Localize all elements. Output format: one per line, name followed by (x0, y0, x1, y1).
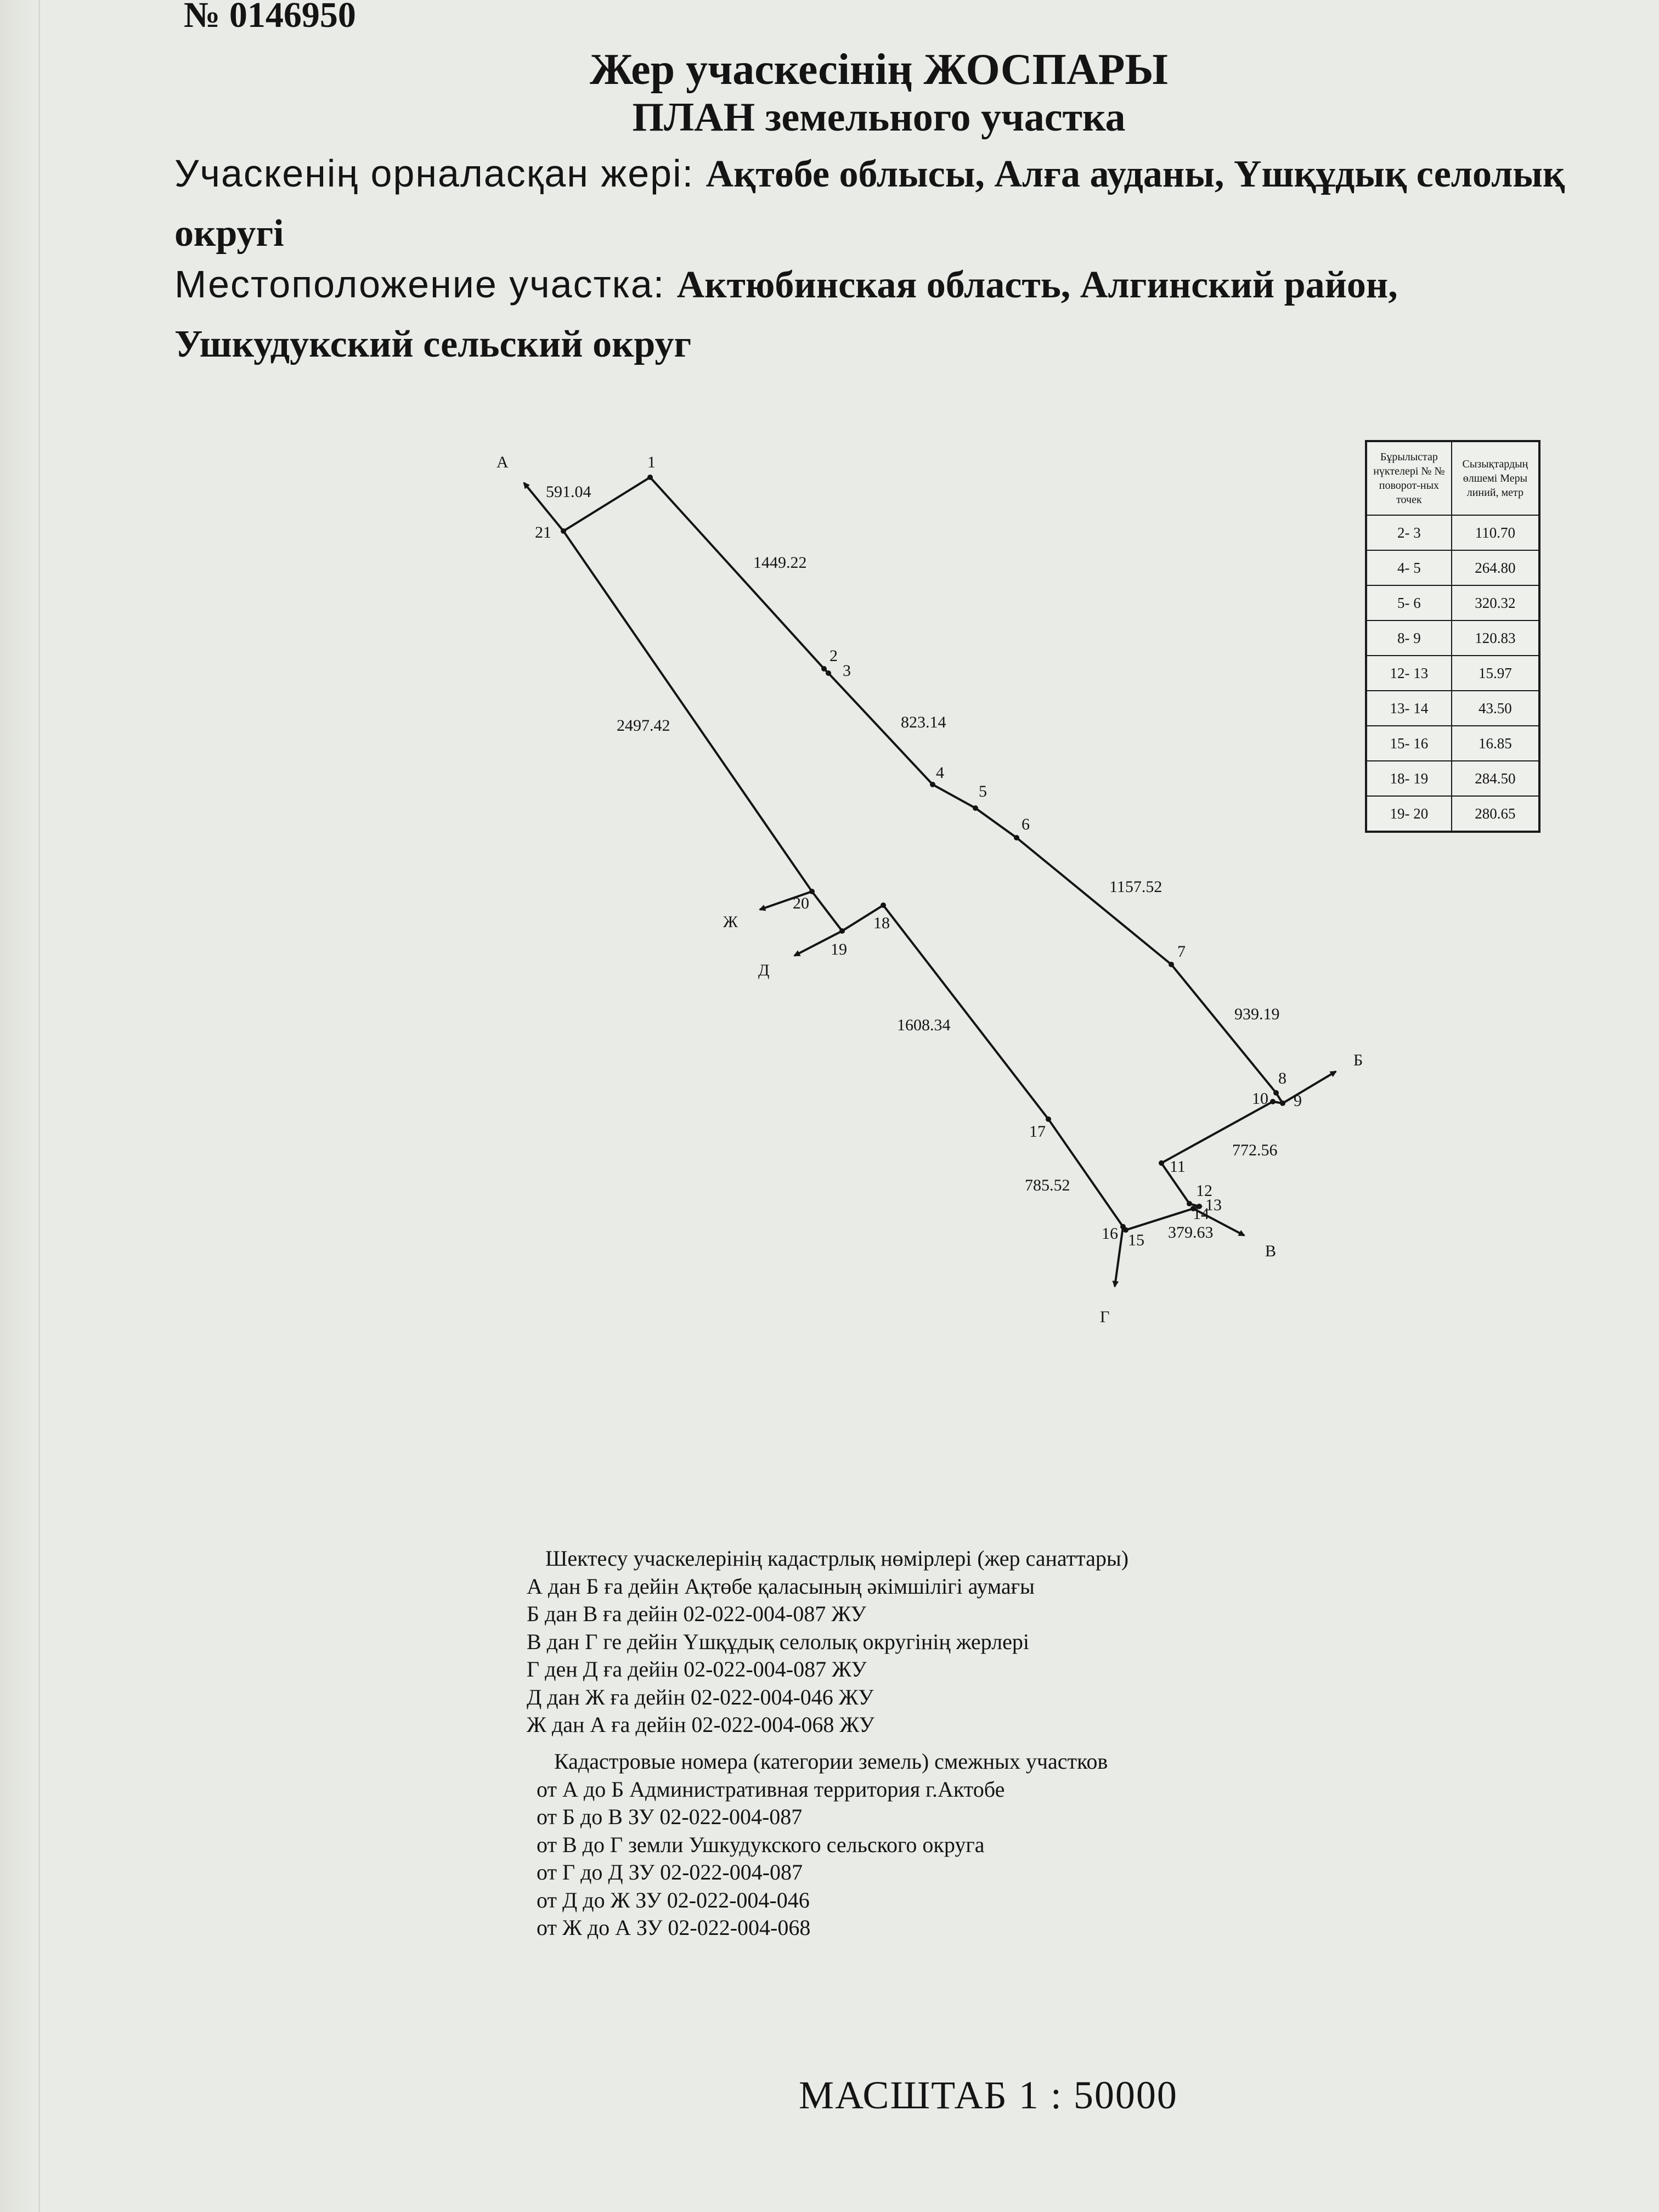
measure-segment: 12- 13 (1366, 656, 1452, 691)
neighbor-line: от А до Б Административная территория г.Актобе (537, 1776, 1005, 1802)
side-length-label: 1157.52 (1109, 878, 1163, 896)
measure-length: 280.65 (1452, 796, 1539, 832)
line-measures-table (1365, 440, 1541, 833)
neighbors-kazakh-heading: Шектесу учаскелерінің кадастрлық нөмірлері (жер санаттары) (545, 1546, 1129, 1571)
measure-row (1366, 585, 1539, 620)
side-length-label: 823.14 (901, 713, 946, 731)
measure-row (1366, 761, 1539, 796)
neighbors-kazakh (527, 1545, 1128, 1739)
point-label: 19 (831, 940, 847, 958)
measure-segment: 2- 3 (1366, 515, 1452, 550)
measure-row (1366, 691, 1539, 726)
point-label: 17 (1029, 1122, 1046, 1141)
neighbor-line: Б дан В ға дейін 02-022-004-087 ЖУ (527, 1601, 866, 1626)
point-label: 3 (843, 662, 851, 680)
location-kazakh-value: Ақтөбе облысы, Алға ауданы, Үшқұдық селолық округі (174, 153, 1565, 255)
neighbor-line: от Г до Д ЗУ 02-022-004-087 (537, 1860, 803, 1884)
direction-letter: Б (1353, 1051, 1363, 1069)
neighbor-line: от Д до Ж ЗУ 02-022-004-046 (537, 1887, 810, 1912)
table-header-lengths: Сызықтардың өлшемі Меры линий, метр (1452, 441, 1539, 515)
turning-point (826, 670, 831, 676)
measure-length: 120.83 (1452, 620, 1539, 656)
side-length-label: 772.56 (1232, 1141, 1278, 1159)
title-kazakh: Жер учаскесінің ЖОСПАРЫ (590, 46, 1168, 94)
side-length-label: 379.63 (1168, 1223, 1214, 1242)
point-labels (535, 453, 1302, 1249)
table-header-points: Бұрылыстар нүктелері № № поворот-ных точек (1366, 441, 1452, 515)
neighbor-line: Г ден Д ға дейін 02-022-004-087 ЖУ (527, 1657, 867, 1681)
point-label: 12 (1196, 1182, 1212, 1200)
measure-row (1366, 656, 1539, 691)
turning-point (930, 782, 935, 787)
measure-row (1366, 515, 1539, 550)
point-label: 15 (1128, 1231, 1144, 1249)
point-label: 4 (936, 764, 944, 782)
measure-length: 16.85 (1452, 726, 1539, 761)
turning-point (881, 902, 886, 908)
document-number: № 0146950 (184, 0, 356, 35)
measure-segment: 4- 5 (1366, 550, 1452, 585)
scale-label: МАСШТАБ 1 : 50000 (799, 2073, 1178, 2117)
turning-point (1273, 1090, 1279, 1096)
measure-row (1366, 726, 1539, 761)
turning-point (973, 805, 978, 811)
turning-point (1046, 1116, 1051, 1122)
measure-segment: 19- 20 (1366, 796, 1452, 832)
neighbor-line: от В до Г земли Ушкудукского сельского округа (537, 1832, 985, 1857)
direction-letter: А (496, 453, 509, 471)
side-length-label: 939.19 (1234, 1005, 1280, 1023)
turning-point (1014, 835, 1019, 840)
turning-point (1270, 1099, 1276, 1104)
boundary-polygon (563, 477, 1283, 1230)
direction-letter: Ж (723, 913, 738, 931)
measure-length: 320.32 (1452, 585, 1539, 620)
side-length-label: 591.04 (546, 483, 591, 501)
direction-letter: Г (1100, 1308, 1110, 1326)
point-label: 10 (1252, 1090, 1268, 1108)
direction-arrows (524, 483, 1336, 1286)
turning-point (1169, 962, 1174, 967)
direction-arrow (1283, 1071, 1336, 1103)
plot-boundary (561, 475, 1285, 1233)
side-length-labels (546, 483, 1280, 1242)
point-label: 7 (1177, 943, 1186, 961)
side-length-label: 2497.42 (617, 716, 670, 735)
point-label: 8 (1278, 1069, 1286, 1087)
measure-length: 264.80 (1452, 550, 1539, 585)
neighbor-line: А дан Б ға дейін Ақтөбе қаласының әкімшілігі аумағы (527, 1573, 1035, 1599)
point-label: 18 (873, 914, 890, 932)
neighbors-russian (537, 1748, 1108, 1942)
measure-row (1366, 796, 1539, 832)
point-label: 21 (535, 523, 551, 541)
point-label: 16 (1102, 1224, 1118, 1243)
measure-length: 43.50 (1452, 691, 1539, 726)
measure-length: 284.50 (1452, 761, 1539, 796)
direction-letter: Д (758, 961, 770, 979)
point-label: 14 (1193, 1205, 1209, 1223)
measure-length: 15.97 (1452, 656, 1539, 691)
direction-labels (496, 453, 1363, 1326)
measure-segment: 13- 14 (1366, 691, 1452, 726)
measure-row (1366, 550, 1539, 585)
neighbors-russian-heading: Кадастровые номера (категории земель) смежных участков (554, 1749, 1108, 1774)
location-russian-label: Местоположение участка: (174, 263, 677, 306)
point-label: 1 (647, 453, 656, 471)
neighbor-line: от Ж до А ЗУ 02-022-004-068 (537, 1915, 811, 1940)
location-russian-value: Актюбинская область, Алгинский район, Ушкудукский сельский округ (174, 264, 1398, 365)
neighbor-line: Д дан Ж ға дейін 02-022-004-046 ЖУ (527, 1684, 874, 1709)
point-label: 9 (1294, 1092, 1302, 1110)
measure-segment: 8- 9 (1366, 620, 1452, 656)
point-label: 13 (1205, 1196, 1222, 1214)
point-label: 2 (830, 647, 838, 665)
point-label: 5 (979, 782, 987, 800)
direction-letter: В (1265, 1242, 1277, 1260)
measure-segment: 15- 16 (1366, 726, 1452, 761)
measure-segment: 5- 6 (1366, 585, 1452, 620)
neighbor-line: Ж дан А ға дейін 02-022-004-068 ЖУ (527, 1712, 874, 1737)
turning-point (647, 475, 653, 480)
point-label: 11 (1170, 1158, 1186, 1176)
neighbor-line: от Б до В ЗУ 02-022-004-087 (537, 1804, 803, 1829)
neighbor-line: В дан Г ге дейін Үшқұдық селолық округінің жерлері (527, 1629, 1029, 1654)
side-length-label: 785.52 (1025, 1176, 1070, 1194)
turning-point (1159, 1160, 1164, 1166)
side-length-label: 1608.34 (897, 1016, 951, 1034)
measure-length: 110.70 (1452, 515, 1539, 550)
measure-segment: 18- 19 (1366, 761, 1452, 796)
turning-point (821, 666, 827, 672)
title-russian: ПЛАН земельного участка (632, 95, 1126, 140)
point-label: 20 (793, 894, 809, 912)
turning-point (1187, 1201, 1192, 1206)
location-kazakh-label: Учаскенің орналасқан жері: (174, 152, 706, 195)
measure-row (1366, 620, 1539, 656)
point-label: 6 (1022, 815, 1030, 833)
side-length-label: 1449.22 (753, 554, 807, 572)
